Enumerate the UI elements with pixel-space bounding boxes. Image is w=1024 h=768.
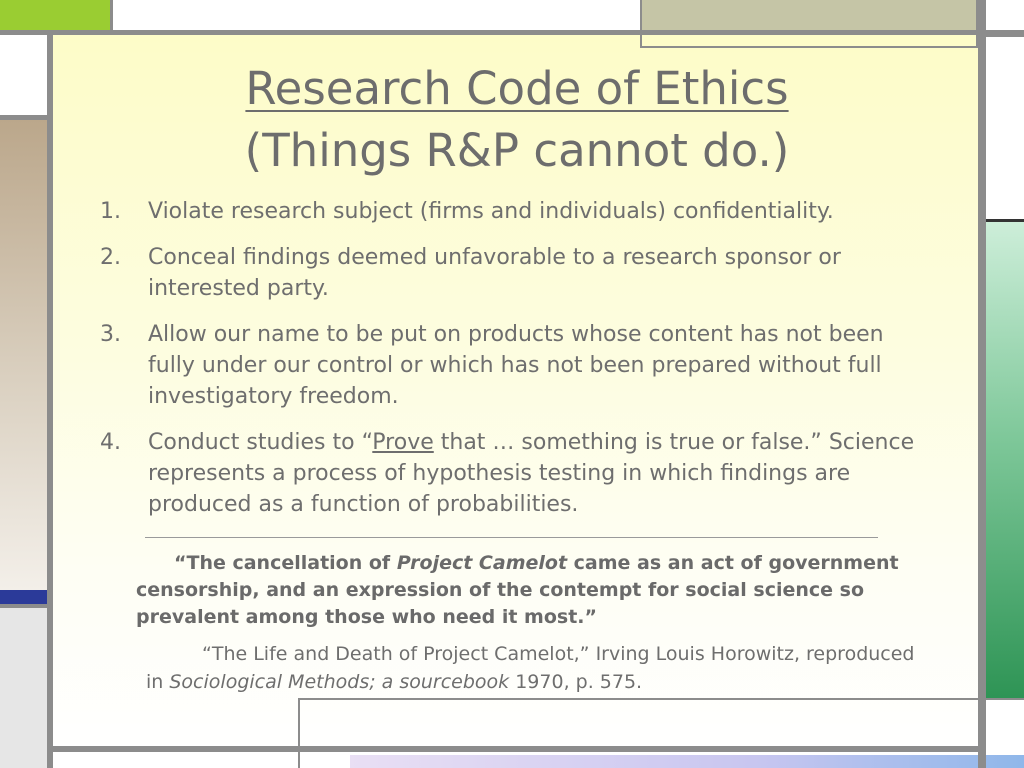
separator-line <box>145 537 878 538</box>
light-gray-side-block <box>0 608 47 768</box>
top-left-lime-block <box>0 0 110 30</box>
frame-line <box>986 219 1024 222</box>
navy-accent-block <box>0 590 47 604</box>
list-item-text: Conceal findings deemed unfavorable to a research sponsor or interested party. <box>148 245 841 301</box>
list-item-number: 3. <box>100 322 121 347</box>
list-item-number: 1. <box>100 199 121 224</box>
list-item-number: 2. <box>100 245 121 270</box>
frame-line <box>986 35 1024 37</box>
list-item <box>100 319 930 412</box>
list-item-text: Violate research subject (firms and individuals) confidentiality. <box>148 199 834 224</box>
frame-line <box>0 604 53 608</box>
quote-text-start: “The cancellation of <box>174 552 397 574</box>
list-item-text-start: Conduct studies to “ <box>148 430 373 455</box>
green-right-block <box>986 222 1024 698</box>
citation-text-start: “The Life and Death of Project Camelot,” Irving Louis Horowitz, reproduced in <box>146 643 915 693</box>
list-item <box>100 242 930 304</box>
list-item-number: 4. <box>100 430 121 455</box>
frame-outline <box>298 698 1024 768</box>
prove-underlined-word: Prove <box>372 430 434 455</box>
citation-text-end: 1970, p. 575. <box>509 671 643 693</box>
slide-title <box>52 58 982 182</box>
quote-italic-title: Project Camelot <box>396 552 568 574</box>
camelot-quote <box>136 550 926 631</box>
list-item <box>100 427 930 520</box>
quote-citation <box>146 640 936 696</box>
list-item-text: Allow our name to be put on products whose content has not been fully under our control or which has not been prepared without full investigatory freedom. <box>148 322 884 409</box>
frame-outline <box>640 0 978 48</box>
ethics-rules-list <box>100 196 930 535</box>
citation-italic-title: Sociological Methods; a sourcebook <box>169 671 510 693</box>
title-line-2: (Things R&P cannot do.) <box>244 124 790 177</box>
frame-line <box>110 0 113 34</box>
tan-side-block <box>0 120 47 590</box>
list-item <box>100 196 930 227</box>
quote-text-end: came as an act of government censorship, and an expression of the contempt for social science so prevalent among those who need it most.” <box>136 552 899 628</box>
frame-line <box>986 698 1024 700</box>
list-item-text-end: that … something is true or false.” Science represents a process of hypothesis testing in which findings are produced as a function of probabilities. <box>148 430 915 517</box>
title-line-1: Research Code of Ethics <box>245 62 789 115</box>
frame-line <box>0 115 53 120</box>
